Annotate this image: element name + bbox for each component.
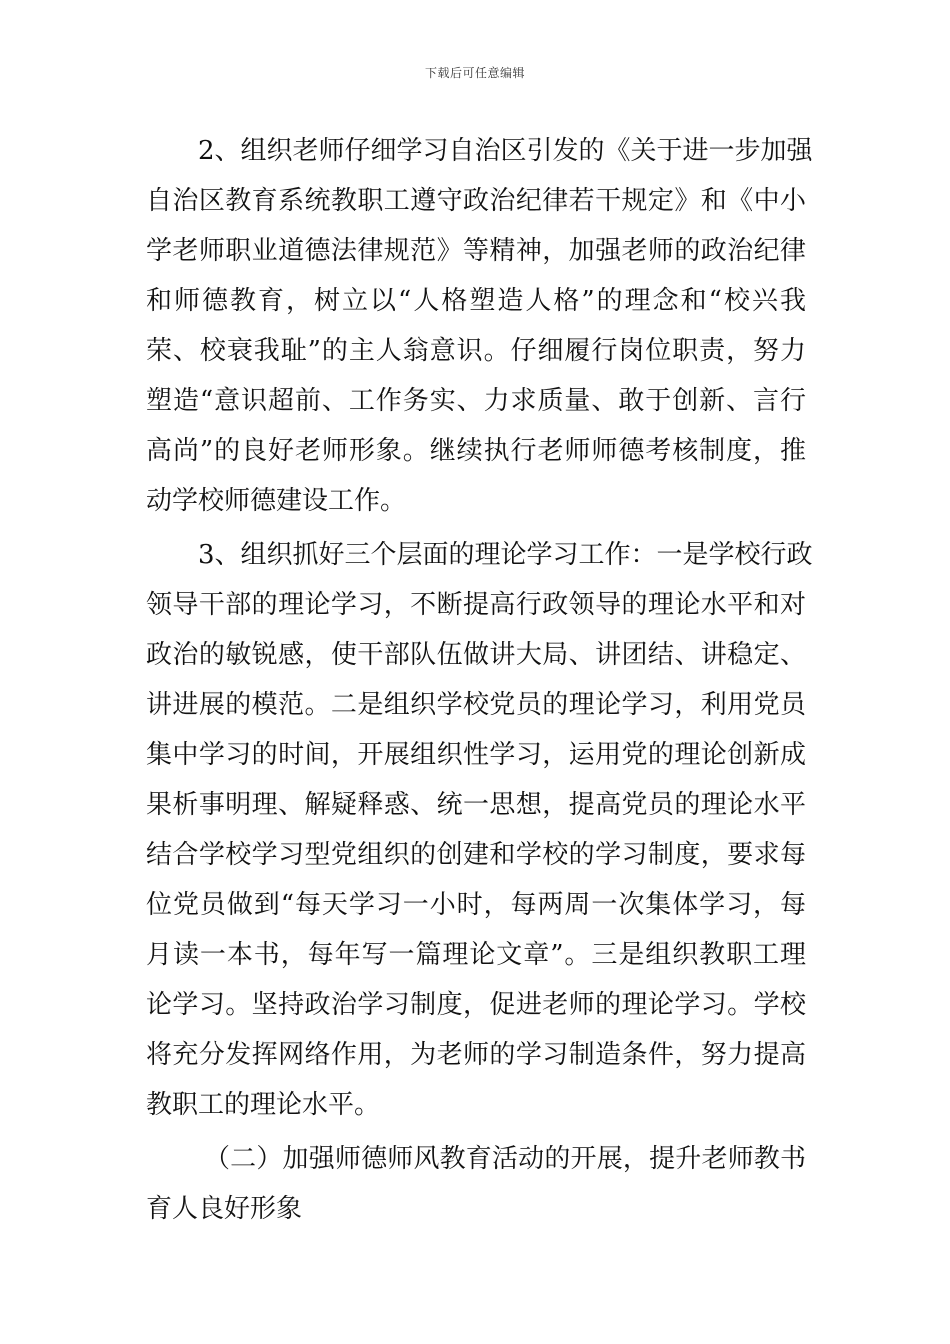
- text-line: 结合学校学习型党组织的创建和学校的学习制度，要求每: [146, 840, 806, 870]
- text-line: 3、组织抓好三个层面的理论学习工作：一是学校行政: [198, 540, 813, 570]
- text-line: 领导干部的理论学习，不断提高行政领导的理论水平和对: [146, 590, 806, 620]
- document-body: [146, 126, 813, 1234]
- text-line: 育人良好形象: [146, 1194, 303, 1224]
- text-line: 论学习。坚持政治学习制度，促进老师的理论学习。学校: [146, 990, 806, 1020]
- text-line: 高尚”的良好老师形象。继续执行老师师德考核制度，推: [146, 436, 806, 466]
- text-line: 教职工的理论水平。: [146, 1090, 381, 1120]
- text-line: 学老师职业道德法律规范》等精神，加强老师的政治纪律: [146, 236, 806, 266]
- text-line: 果析事明理、解疑释惑、统一思想，提高党员的理论水平: [146, 790, 806, 820]
- text-line: 月读一本书，每年写一篇理论文章”。三是组织教职工理: [146, 940, 806, 970]
- paragraph-item-2: [146, 126, 813, 526]
- text-line: 2、组织老师仔细学习自治区引发的《关于进一步加强: [198, 136, 813, 166]
- text-line: 荣、校衰我耻”的主人翁意识。仔细履行岗位职责，努力: [146, 336, 806, 366]
- text-line: 位党员做到“每天学习一小时，每两周一次集体学习，每: [146, 890, 806, 920]
- header-note: 下载后可任意编辑: [424, 66, 525, 80]
- text-line: 将充分发挥网络作用，为老师的学习制造条件，努力提高: [146, 1040, 806, 1070]
- text-line: 动学校师德建设工作。: [146, 486, 407, 516]
- text-line: 政治的敏锐感，使干部队伍做讲大局、讲团结、讲稳定、: [146, 640, 806, 670]
- text-line: 讲进展的模范。二是组织学校党员的理论学习，利用党员: [146, 690, 806, 720]
- paragraph-item-3: [146, 530, 813, 1130]
- section-heading: [146, 1134, 806, 1234]
- text-line: 自治区教育系统教职工遵守政治纪律若干规定》和《中小: [146, 186, 806, 216]
- text-line: （二）加强师德师风教育活动的开展，提升老师教书: [204, 1144, 806, 1174]
- text-line: 集中学习的时间，开展组织性学习，运用党的理论创新成: [146, 740, 806, 770]
- text-line: 和师德教育，树立以“人格塑造人格”的理念和“校兴我: [146, 286, 806, 316]
- text-line: 塑造“意识超前、工作务实、力求质量、敢于创新、言行: [146, 386, 806, 416]
